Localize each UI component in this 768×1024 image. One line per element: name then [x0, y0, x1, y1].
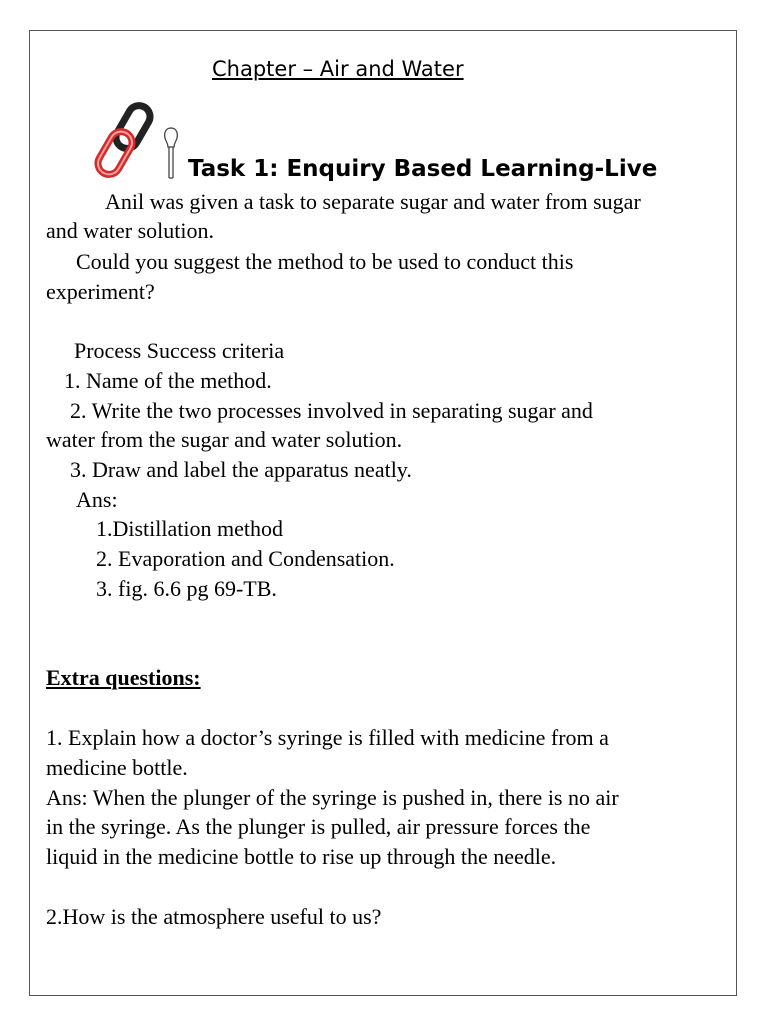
chapter-title: Chapter – Air and Water	[212, 57, 464, 81]
answer-1: 1.Distillation method	[96, 516, 283, 541]
paragraph1-line1: Anil was given a task to separate sugar and water from sugar	[105, 189, 641, 214]
answer-q1-line2: in the syringe. As the plunger is pulled, air pressure forces the	[46, 814, 591, 839]
criteria-item-2-cont: water from the sugar and water solution.	[46, 427, 403, 452]
chain-link-icon	[94, 100, 164, 182]
answer-q1-line3: liquid in the medicine bottle to rise up through the needle.	[46, 844, 557, 869]
paragraph2-line1: Could you suggest the method to be used to conduct this	[76, 249, 574, 274]
extra-questions-heading: Extra questions:	[46, 665, 201, 690]
question-1-line2: medicine bottle.	[46, 755, 188, 780]
answer-2: 2. Evaporation and Condensation.	[96, 546, 395, 571]
task-title: Task 1: Enquiry Based Learning-Live	[188, 156, 658, 182]
answer-3: 3. fig. 6.6 pg 69-TB.	[96, 576, 277, 601]
criteria-item-3: 3. Draw and label the apparatus neatly.	[70, 457, 412, 482]
paragraph1-line2: and water solution.	[46, 218, 215, 243]
criteria-item-1: 1. Name of the method.	[64, 368, 272, 393]
question-1-line1: 1. Explain how a doctor’s syringe is filled with medicine from a	[46, 725, 609, 750]
ans-label: Ans:	[76, 487, 118, 512]
criteria-heading: Process Success criteria	[74, 338, 285, 363]
light-bulb-icon	[162, 126, 180, 182]
question-2: 2.How is the atmosphere useful to us?	[46, 904, 382, 929]
answer-q1-line1: Ans: When the plunger of the syringe is pushed in, there is no air	[46, 785, 619, 810]
criteria-item-2: 2. Write the two processes involved in separating sugar and	[70, 398, 593, 423]
paragraph2-line2: experiment?	[46, 279, 155, 304]
